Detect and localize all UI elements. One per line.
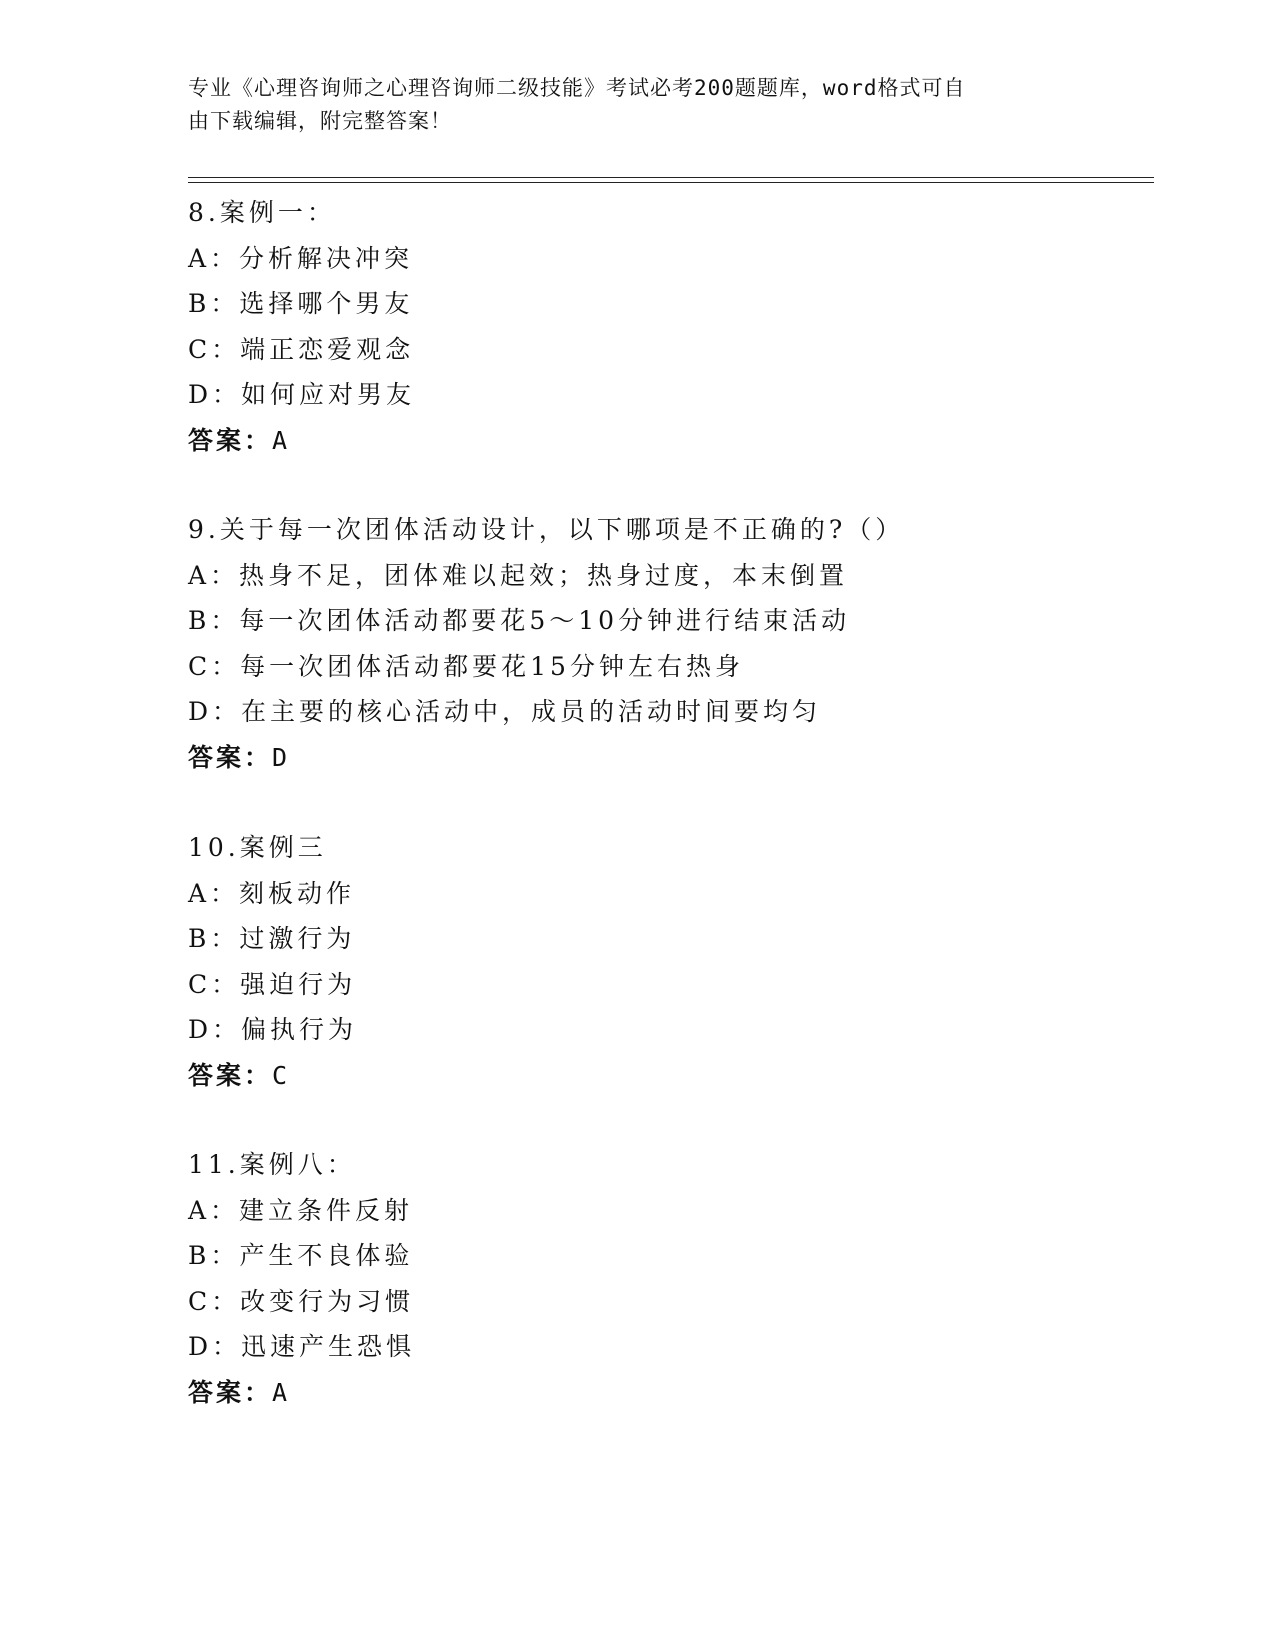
answer-value: C	[272, 1060, 291, 1090]
option-c: C：改变行为习惯	[188, 1286, 415, 1316]
header-divider-top	[188, 177, 1154, 178]
answer-value: A	[272, 425, 291, 455]
answer-value: D	[272, 742, 291, 772]
answer-line	[188, 1053, 1154, 1099]
question-block-9	[188, 507, 1154, 780]
question-title: 11.案例八：	[188, 1150, 356, 1179]
question-block-8	[188, 190, 1154, 463]
option-a: A：分析解决冲突	[188, 243, 414, 273]
answer-label: 答案：	[188, 1377, 273, 1407]
option-d: D：如何应对男友	[188, 380, 416, 409]
header-line-2: 由下载编辑，附完整答案！	[188, 109, 452, 133]
question-block-11	[188, 1142, 1154, 1415]
question-title: 9.关于每一次团体活动设计，以下哪项是不正确的?（）	[188, 515, 905, 544]
option-c: C：端正恋爱观念	[188, 334, 415, 364]
answer-label: 答案：	[188, 742, 273, 772]
option-a: A：热身不足，团体难以起效；热身过度，本末倒置	[188, 560, 849, 590]
answer-value: A	[272, 1377, 291, 1407]
question-title: 10.案例三	[188, 833, 327, 862]
option-b: B：选择哪个男友	[188, 289, 414, 318]
answer-line	[188, 1370, 1154, 1416]
option-b: B：过激行为	[188, 924, 356, 953]
answer-label: 答案：	[188, 1060, 273, 1090]
answer-label: 答案：	[188, 425, 273, 455]
header-divider-bottom	[188, 182, 1154, 183]
option-c: C：每一次团体活动都要花15分钟左右热身	[188, 651, 744, 681]
answer-line	[188, 735, 1154, 781]
option-a: A：建立条件反射	[188, 1195, 414, 1225]
question-title: 8.案例一：	[188, 198, 336, 227]
option-d: D：迅速产生恐惧	[188, 1332, 416, 1361]
answer-line	[188, 418, 1154, 464]
option-d: D：偏执行为	[188, 1015, 358, 1044]
option-b: B：产生不良体验	[188, 1241, 414, 1270]
header-line-1: 专业《心理咨询师之心理咨询师二级技能》考试必考200题题库，word格式可自	[188, 76, 966, 100]
option-d: D：在主要的核心活动中，成员的活动时间要均匀	[188, 697, 822, 726]
option-c: C：强迫行为	[188, 969, 357, 999]
question-block-10	[188, 825, 1154, 1098]
option-a: A：刻板动作	[188, 878, 356, 908]
option-b: B：每一次团体活动都要花5～10分钟进行结束活动	[188, 606, 851, 635]
document-header	[188, 72, 1068, 138]
